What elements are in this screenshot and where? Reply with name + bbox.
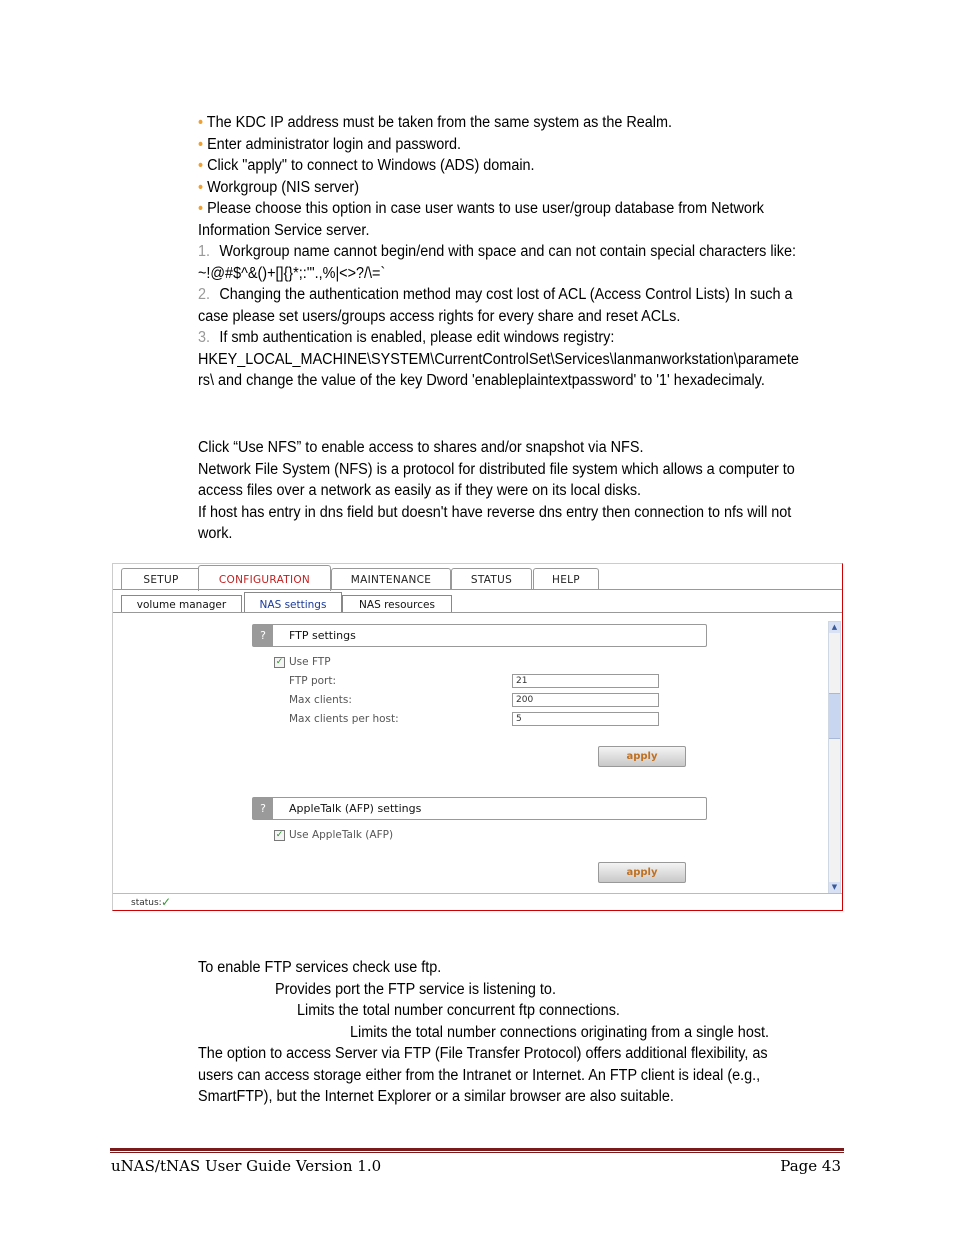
subtab-volume-manager[interactable]: volume manager <box>121 595 242 613</box>
nas-settings-screenshot <box>112 563 843 911</box>
ftp-paragraph-line: SmartFTP), but the Internet Explorer or a similar browser are also suitable. <box>198 1088 674 1105</box>
bullet-line <box>198 112 672 134</box>
subtab-divider <box>113 612 842 613</box>
subtab-nas-settings[interactable]: NAS settings <box>244 592 342 613</box>
note-number: 1. <box>198 243 211 260</box>
bullet-continuation: Information Service server. <box>198 222 370 239</box>
subtab-nas-resources[interactable]: NAS resources <box>342 595 452 613</box>
use-ftp-label: Use FTP <box>289 656 331 668</box>
bullet-line <box>198 155 535 177</box>
note-continuation: case please set users/groups access rights for every share and reset ACLs. <box>198 308 681 325</box>
bullet-icon: • <box>198 200 204 217</box>
bullet-icon: • <box>198 179 204 196</box>
bullet-line <box>198 134 461 156</box>
bullet-text: The KDC IP address must be taken from the same system as the Realm. <box>206 114 673 131</box>
ftp-description-line: To enable FTP services check use ftp. <box>198 959 442 976</box>
tab-help[interactable]: HELP <box>533 568 599 590</box>
ftp-port-input[interactable]: 21 <box>512 674 659 688</box>
status-label: status: <box>131 898 162 908</box>
bullet-text: Workgroup (NIS server) <box>207 179 360 196</box>
note-continuation: rs\ and change the value of the key Dword 'enableplaintextpassword' to '1' hexadecimaly. <box>198 372 765 389</box>
note-number: 2. <box>198 286 211 303</box>
scrollbar-thumb[interactable] <box>829 693 840 739</box>
afp-apply-button[interactable]: apply <box>598 862 686 883</box>
note-text: Workgroup name cannot begin/end with space and can not contain special characters like: <box>219 243 797 260</box>
nfs-paragraph-line: If host has entry in dns field but doesn't have reverse dns entry then connection to nfs will not <box>198 504 792 521</box>
ftp-paragraph-line: The option to access Server via FTP (File Transfer Protocol) offers additional flexibility, as <box>198 1045 768 1062</box>
bullet-text: Please choose this option in case user wants to use user/group database from Network <box>207 200 764 217</box>
footer-rule-thin <box>110 1152 844 1153</box>
footer-rule <box>110 1148 844 1151</box>
use-afp-checkbox[interactable]: ✓ <box>275 830 284 840</box>
ftp-settings-title: FTP settings <box>289 629 356 642</box>
bullet-icon: • <box>198 114 204 131</box>
note-number: 3. <box>198 329 211 346</box>
bullet-text: Enter administrator login and password. <box>207 136 462 153</box>
max-clients-per-host-label: Max clients per host: <box>289 713 399 725</box>
ftp-port-label: FTP port: <box>289 675 336 687</box>
note-line <box>198 327 614 349</box>
afp-settings-title: AppleTalk (AFP) settings <box>289 802 422 815</box>
tab-setup[interactable]: SETUP <box>121 568 201 590</box>
help-icon[interactable]: ? <box>253 798 273 819</box>
nfs-paragraph-line: work. <box>198 525 233 542</box>
scroll-up-icon[interactable]: ▲ <box>829 622 840 633</box>
max-clients-description: Limits the total number concurrent ftp connections. <box>297 1002 620 1019</box>
tab-maintenance[interactable]: MAINTENANCE <box>331 568 451 590</box>
bullet-line <box>198 177 359 199</box>
bullet-icon: • <box>198 157 204 174</box>
use-ftp-checkbox[interactable]: ✓ <box>275 657 284 667</box>
bullet-line <box>198 198 764 220</box>
vertical-scrollbar[interactable] <box>828 621 841 894</box>
max-clients-label: Max clients: <box>289 694 352 706</box>
scroll-down-icon[interactable]: ▼ <box>829 882 840 893</box>
note-text: Changing the authentication method may cost lost of ACL (Access Control Lists) In such a <box>219 286 793 303</box>
ftp-port-description: Provides port the FTP service is listening to. <box>275 981 556 998</box>
check-icon: ✓ <box>161 895 172 909</box>
ftp-settings-panel <box>252 624 707 647</box>
help-icon[interactable]: ? <box>253 625 273 646</box>
max-clients-per-host-input[interactable]: 5 <box>512 712 659 726</box>
tab-status[interactable]: STATUS <box>451 568 532 590</box>
footer-title: uNAS/tNAS User Guide Version 1.0 <box>111 1157 382 1175</box>
status-bar <box>113 893 842 911</box>
page-number: Page 43 <box>780 1157 841 1175</box>
use-afp-label: Use AppleTalk (AFP) <box>289 829 394 841</box>
nfs-paragraph-line: access files over a network as easily as if they were on its local disks. <box>198 482 642 499</box>
note-continuation: ~!@#$^&()+[]{}*;:'".,%|<>?/\=` <box>198 265 386 282</box>
tab-configuration[interactable]: CONFIGURATION <box>198 565 331 591</box>
afp-settings-panel <box>252 797 707 820</box>
nfs-paragraph-line: Click “Use NFS” to enable access to shares and/or snapshot via NFS. <box>198 439 644 456</box>
note-continuation: HKEY_LOCAL_MACHINE\SYSTEM\CurrentControlSet\Services\lanmanworkstation\paramete <box>198 351 799 368</box>
note-line <box>198 241 796 263</box>
note-text: If smb authentication is enabled, please edit windows registry: <box>219 329 615 346</box>
max-clients-input[interactable]: 200 <box>512 693 659 707</box>
ftp-paragraph-line: users can access storage either from the Intranet or Internet. An FTP client is ideal (e.g., <box>198 1067 761 1084</box>
max-per-host-description: Limits the total number connections originating from a single host. <box>350 1024 770 1041</box>
bullet-icon: • <box>198 136 204 153</box>
note-line <box>198 284 793 306</box>
nfs-paragraph-line: Network File System (NFS) is a protocol for distributed file system which allows a computer to <box>198 461 795 478</box>
bullet-text: Click "apply" to connect to Windows (ADS) domain. <box>207 157 535 174</box>
ftp-apply-button[interactable]: apply <box>598 746 686 767</box>
tab-divider <box>113 589 842 590</box>
